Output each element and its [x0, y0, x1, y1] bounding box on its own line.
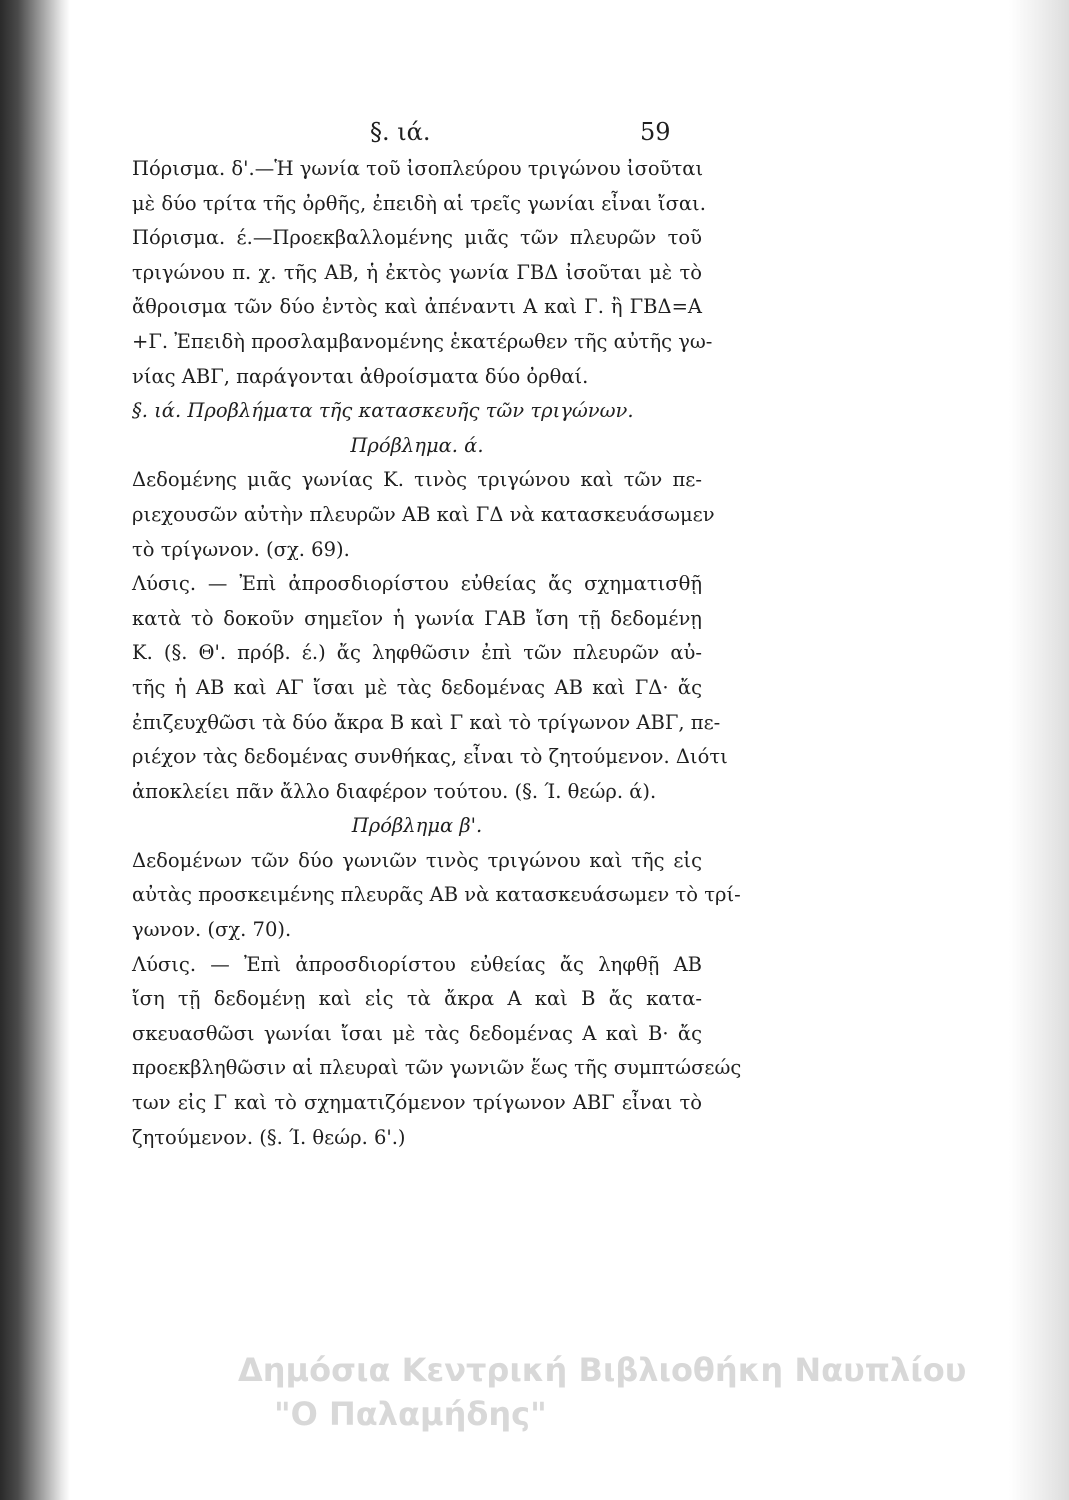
text-line: +Γ. Ἐπειδὴ προσλαμβανομένης ἑκατέρωθεν τῆς αὐτῆς γω- — [132, 329, 713, 353]
text-line: Λύσις. — Ἐπὶ ἀπροσδιορίστου εὐθείας ἄς σχηματισθῇ — [132, 572, 702, 596]
watermark-line-2: "Ο Παλαμήδης" — [274, 1395, 547, 1433]
text-line: Δεδομένων τῶν δύο γωνιῶν τινὸς τριγώνου καὶ τῆς εἰς — [132, 848, 702, 872]
scan-binding-shadow — [0, 0, 70, 1500]
text-line: ἐπιζευχθῶσι τὰ δύο ἄκρα Β καὶ Γ καὶ τὸ τρίγωνον ΑΒΓ, πε- — [132, 710, 721, 734]
page-edge — [1009, 0, 1069, 1500]
text-line: ἄθροισμα τῶν δύο ἐντὸς καὶ ἀπέναντι Α καὶ Γ. ἢ ΓΒΔ=Α — [132, 295, 702, 319]
book-page — [70, 0, 1010, 1500]
text-line: ριέχον τὰς δεδομένας συνθήκας, εἶναι τὸ ζητούμενον. Διότι — [132, 745, 728, 769]
text-line: ἴση τῇ δεδομένῃ καὶ εἰς τὰ ἄκρα Α καὶ Β ἄς κατα- — [132, 987, 702, 1011]
text-line: τὸ τρίγωνον. (σχ. 69). — [132, 537, 350, 561]
watermark-line-1: Δημόσια Κεντρική Βιβλιοθήκη Ναυπλίου — [238, 1351, 967, 1389]
text-line: των εἰς Γ καὶ τὸ σχηματιζόμενον τρίγωνον ΑΒΓ εἶναι τὸ — [132, 1091, 702, 1115]
text-line: Πόρισμα. έ.—Προεκβαλλομένης μιᾶς τῶν πλευρῶν τοῦ — [132, 226, 702, 250]
text-line: σκευασθῶσι γωνίαι ἴσαι μὲ τὰς δεδομένας Α καὶ Β· ἄς — [132, 1021, 702, 1045]
text-line: γωνον. (σχ. 70). — [132, 918, 292, 942]
text-line: προεκβληθῶσιν αἱ πλευραὶ τῶν γωνιῶν ἕως τῆς συμπτώσεώς — [132, 1056, 742, 1080]
text-line: μὲ δύο τρίτα τῆς ὀρθῆς, ἐπειδὴ αἱ τρεῖς γωνίαι εἶναι ἴσαι. — [132, 191, 706, 215]
text-line: τριγώνου π. χ. τῆς ΑΒ, ἡ ἐκτὸς γωνία ΓΒΔ ἰσοῦται μὲ τὸ — [132, 260, 702, 284]
text-line: Λύσις. — Ἐπὶ ἀπροσδιορίστου εὐθείας ἄς ληφθῇ ΑΒ — [132, 952, 702, 976]
page-number: 59 — [640, 118, 671, 146]
body-text — [132, 152, 742, 1155]
text-line: ἀποκλείει πᾶν ἄλλο διαφέρον τούτου. (§. Ί. θεώρ. ά). — [132, 779, 657, 803]
text-line: ζητούμενον. (§. Ί. θεώρ. 6'.) — [132, 1125, 406, 1149]
text-line: Δεδομένης μιᾶς γωνίας Κ. τινὸς τριγώνου καὶ τῶν πε- — [132, 468, 702, 492]
text-line: νίας ΑΒΓ, παράγονται ἀθροίσματα δύο ὀρθαί. — [132, 364, 589, 388]
text-line: αὐτὰς προσκειμένης πλευρᾶς ΑΒ νὰ κατασκευάσωμεν τὸ τρί- — [132, 883, 741, 907]
problem-heading: Πρόβλημα. ά. — [350, 433, 484, 457]
text-line: Πόρισμα. δ'.—Ἡ γωνία τοῦ ἰσοπλεύρου τριγώνου ἰσοῦται — [132, 157, 704, 180]
library-watermark — [238, 1348, 1038, 1436]
running-head-section: §. ιά. — [370, 118, 431, 146]
text-line: Κ. (§. Θ'. πρόβ. έ.) ἄς ληφθῶσιν ἐπὶ τῶν πλευρῶν αὐ- — [132, 641, 702, 665]
text-line: ριεχουσῶν αὐτὴν πλευρῶν ΑΒ καὶ ΓΔ νὰ κατασκευάσωμεν — [132, 502, 715, 526]
text-line: κατὰ τὸ δοκοῦν σημεῖον ἡ γωνία ΓΑΒ ἴση τῇ δεδομένῃ — [132, 606, 702, 630]
section-heading: §. ιά. Προβλήματα τῆς κατασκευῆς τῶν τριγώνων. — [132, 399, 634, 423]
text-line: τῆς ἡ ΑΒ καὶ ΑΓ ἴσαι μὲ τὰς δεδομένας ΑΒ καὶ ΓΔ· ἄς — [132, 675, 702, 699]
problem-heading: Πρόβλημα β'. — [351, 814, 483, 838]
